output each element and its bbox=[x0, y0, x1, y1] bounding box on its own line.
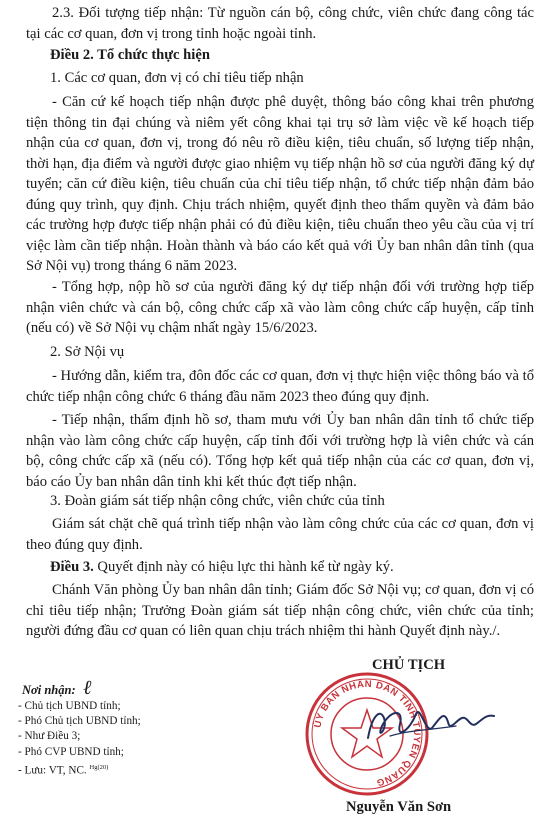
article-2-heading: Điều 2. Tổ chức thực hiện bbox=[50, 47, 210, 63]
paragraph-supervision: Giám sát chặt chẽ quá trình tiếp nhận vào làm công chức của các cơ quan, đơn vị theo đúng quy định. bbox=[26, 516, 534, 553]
paragraph-appraisal: - Tiếp nhận, thẩm định hồ sơ, tham mưu với Ủy ban nhân dân tỉnh tổ chức tiếp nhận vào làm công chức cấp huyện, cấp tỉnh đối với trường hợp là viên chức và cán bộ, công chức cấp xã (nếu có). Tổng hợp kết quả tiếp nhận của các cơ quan, đơn vị, báo cáo Ủy ban nhân dân tỉnh khi kết thúc đợt tiếp nhận. bbox=[26, 412, 534, 490]
section-2-heading: 2. Sở Nội vụ bbox=[50, 344, 125, 360]
recipient-item: - Phó Chủ tịch UBND tỉnh; bbox=[18, 715, 141, 728]
paragraph-guidance: - Hướng dẫn, kiểm tra, đôn đốc các cơ quan, đơn vị thực hiện việc thông báo và tổ chức tiếp nhận công chức 6 tháng đầu năm 2023 theo đúng quy định. bbox=[26, 368, 534, 405]
recipient-item: - Chủ tịch UBND tỉnh; bbox=[18, 700, 121, 712]
article-3-line bbox=[50, 557, 394, 577]
recipients-list bbox=[18, 699, 141, 779]
recipient-item: - Lưu: VT, NC. $^{Hg(20)}$ bbox=[18, 763, 109, 777]
typist-initials: Hg(20) bbox=[89, 763, 109, 771]
paragraph-agency-duties: - Căn cứ kế hoạch tiếp nhận được phê duyệt, thông báo công khai trên phương tiện thông tin đại chúng và niêm yết công khai tại trụ sở làm việc về kế hoạch tiếp nhận của cơ quan, đơn vị, trong đó nêu rõ điều kiện, tiêu chuẩn, số lượng tiếp nhận, thời hạn, địa điểm và người được giao nhiệm vụ tiếp nhận hồ sơ của người đăng ký dự tuyển; căn cứ điều kiện, tiêu chuẩn của chỉ tiêu tiếp nhận, tổ chức tiếp nhận đảm bảo đúng quy trình, quy định. Chịu trách nhiệm, quyết định theo thẩm quyền và đảm bảo các trường hợp được tiếp nhận phải có đủ điều kiện, tiêu chuẩn theo yêu cầu của vị trí việc làm cần tiếp nhận. Hoàn thành và báo cáo kết quả với Ủy ban nhân dân tỉnh (qua Sở Nội vụ) trong tháng 6 năm 2023. bbox=[26, 94, 534, 274]
signer-name: Nguyễn Văn Sơn bbox=[346, 799, 452, 815]
paragraph-recipients-scope: 2.3. Đối tượng tiếp nhận: Từ nguồn cán bộ, công chức, viên chức đang công tác tại các cơ quan, đơn vị trong tỉnh hoặc ngoài tỉnh. bbox=[26, 5, 534, 42]
section-1-heading: 1. Các cơ quan, đơn vị có chỉ tiêu tiếp nhận bbox=[50, 70, 304, 86]
handwritten-signature bbox=[360, 700, 500, 750]
recipient-item: - Như Điều 3; bbox=[18, 730, 81, 743]
section-3-heading: 3. Đoàn giám sát tiếp nhận công chức, viên chức của tỉnh bbox=[50, 493, 385, 509]
article-3-text: Quyết định này có hiệu lực thi hành kể từ ngày ký. bbox=[93, 559, 394, 575]
seal-text: ỦY BAN NHÂN DÂN TỈNH TUYÊN QUANG bbox=[312, 678, 423, 789]
recipients-handwritten-mark: ℓ bbox=[83, 675, 92, 699]
signer-position: CHỦ TỊCH bbox=[372, 657, 446, 673]
article-3-label: Điều 3. bbox=[50, 559, 94, 575]
paragraph-submission-deadline: - Tổng hợp, nộp hồ sơ của người đăng ký dự tiếp nhận đối với trường hợp tiếp nhận viên chức và cán bộ, công chức cấp xã vào làm công chức cấp huyện, cấp tỉnh (nếu có) về Sở Nội vụ chậm nhất ngày 15/6/2023. bbox=[26, 279, 534, 336]
paragraph-implementation: Chánh Văn phòng Ủy ban nhân dân tỉnh; Giám đốc Sở Nội vụ; cơ quan, đơn vị có chỉ tiêu tiếp nhận; Trưởng Đoàn giám sát tiếp nhận công chức, viên chức của tỉnh; người đứng đầu cơ quan có liên quan chịu trách nhiệm thi hành Quyết định này./. bbox=[26, 582, 534, 639]
recipients-title: Nơi nhận: bbox=[22, 683, 76, 697]
recipient-item: - Phó CVP UBND tỉnh; bbox=[18, 745, 124, 758]
